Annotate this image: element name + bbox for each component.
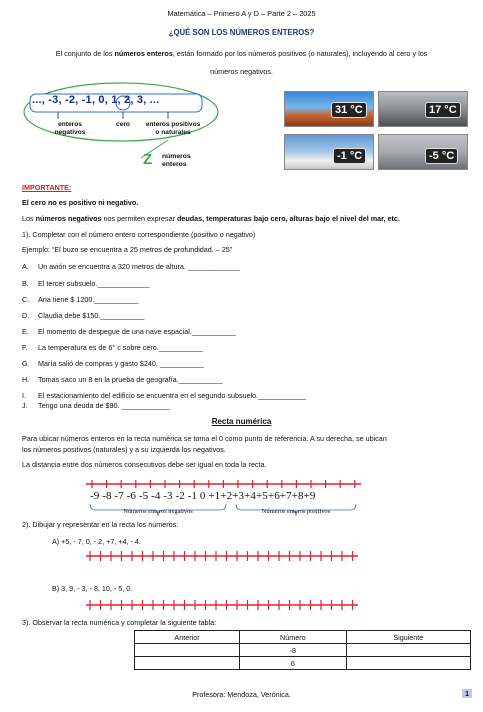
set-z-symbol: Z	[143, 151, 153, 168]
footer-teacher: Profesora: Mendoza, Verónica.	[192, 690, 291, 699]
zero-label: cero	[116, 121, 130, 128]
positive-integers-caption: Números enteros positivos	[261, 508, 331, 515]
table-cell: 6	[240, 657, 347, 670]
column-header: Número	[240, 631, 347, 644]
exercise-1-item[interactable]: A. Un avión se encuentra a 320 metros de altura. _____________	[22, 262, 240, 271]
number-line-labels: -9 -8 -7 -6 -5 -4 -3 -2 -1 0 +1+2+3+4+5+6+7+8+9	[90, 490, 316, 502]
table-cell-blank[interactable]	[135, 644, 240, 657]
exercise-1-item[interactable]: D. Claudia debe $150.___________	[22, 311, 145, 320]
set-z-label: números enteros	[162, 153, 191, 168]
table-header-row	[135, 631, 471, 644]
important-heading: IMPORTANTE:	[22, 183, 72, 192]
column-header: Anterior	[135, 631, 240, 644]
completion-table	[134, 630, 471, 670]
column-header: Siguiente	[346, 631, 470, 644]
exercise-1-item[interactable]: E. El momento de despegue de una nave espacial.___________	[22, 327, 236, 336]
negative-integers-label: enteros negativos	[54, 121, 86, 136]
thermometer-reading: 17 °C	[425, 102, 461, 118]
important-line-2: Los números negativos nos permiten expresar deudas, temperaturas bajo cero, alturas bajo el nivel del mar, etc.	[22, 214, 400, 223]
page-header: Matemática – Primero A y D – Parte 2 – 2025	[167, 9, 316, 18]
number-line-paragraph-3: La distancia entre dos números consecutivos debe ser igual en toda la recta.	[22, 460, 267, 469]
number-line-paragraph-2: los números positivos (naturales) y a su izquierda los negativos.	[22, 445, 226, 454]
integer-sequence: ..., -3, -2, -1, 0, 1, 2, 3, ...	[32, 94, 160, 106]
exercise-2-prompt: 2). Dibujar y representar en la recta los números:	[22, 520, 179, 529]
thermometer-photo-cold	[284, 134, 374, 170]
thermometer-reading: 31 °C	[331, 102, 367, 118]
table-cell-blank[interactable]	[346, 644, 470, 657]
thermometer-photo-freezing	[378, 134, 468, 170]
table-cell-blank[interactable]	[135, 657, 240, 670]
exercise-1-item[interactable]: J. Tengo una deuda de $90. ____________	[22, 401, 170, 410]
table-cell-blank[interactable]	[346, 657, 470, 670]
exercise-2-a: A) +5, - 7, 0, - 2, +7, +4, - 4.	[52, 537, 141, 546]
number-line-title: Recta numérica	[211, 417, 272, 426]
exercise-1-item[interactable]: C. Ana tiene $ 1200.___________	[22, 295, 139, 304]
table-row	[135, 644, 471, 657]
exercise-1-item[interactable]: H. Tomas saco un 8 en la prueba de geografía.___________	[22, 375, 223, 384]
intro-line-1: El conjunto de los números enteros, están formado por los números positivos (o naturales), incluyendo al cero y los	[55, 49, 428, 58]
thermometer-photo-hot	[284, 91, 374, 127]
number-line-paragraph-1: Para ubicar números enteros en la recta numérica se toma el 0 como punto de referencia. A su derecha, se ubican	[22, 434, 387, 443]
intro-line-2: números negativos.	[210, 67, 273, 76]
exercise-1-example: Ejemplo: “El buzo se encuentra a 25 metros de profundidad. – 25”	[22, 245, 233, 254]
thermometer-reading: -1 °C	[333, 148, 366, 164]
exercise-1-item[interactable]: B. El tercer subsuelo._____________	[22, 279, 150, 288]
exercise-1-item[interactable]: G. María salió de compras y gasto $240. ___________	[22, 359, 204, 368]
table-cell: -8	[240, 644, 347, 657]
page-number: 1	[462, 689, 472, 698]
positive-integers-label: enteros positivos o naturales	[145, 121, 201, 136]
thermometer-reading: -5 °C	[425, 148, 458, 164]
page-title: ¿QUÉ SON LOS NÚMEROS ENTEROS?	[168, 28, 315, 37]
exercise-1-item[interactable]: F. La temperatura es de 6° c sobre cero.___________	[22, 343, 203, 352]
table-row	[135, 657, 471, 670]
exercise-2-b: B) 3, 9, - 3, - 8, 10, - 5, 0.	[52, 584, 133, 593]
blank-number-line-a[interactable]	[86, 548, 361, 566]
exercise-1-item[interactable]: I. El estacionamiento del edificio se encuentra en el segundo subsuelo.____________	[22, 391, 307, 400]
thermometer-photo-mild	[378, 91, 468, 127]
blank-number-line-b[interactable]	[86, 597, 361, 615]
exercise-3-prompt: 3). Observar la recta numérica y completar la siguiente tabla:	[22, 618, 217, 627]
exercise-1-prompt: 1). Completar con el número entero correspondiente (positivo o negativo)	[22, 230, 256, 239]
negative-integers-caption: Números enteros negativos	[123, 508, 193, 515]
important-line-1: El cero no es positivo ni negativo.	[22, 198, 139, 207]
